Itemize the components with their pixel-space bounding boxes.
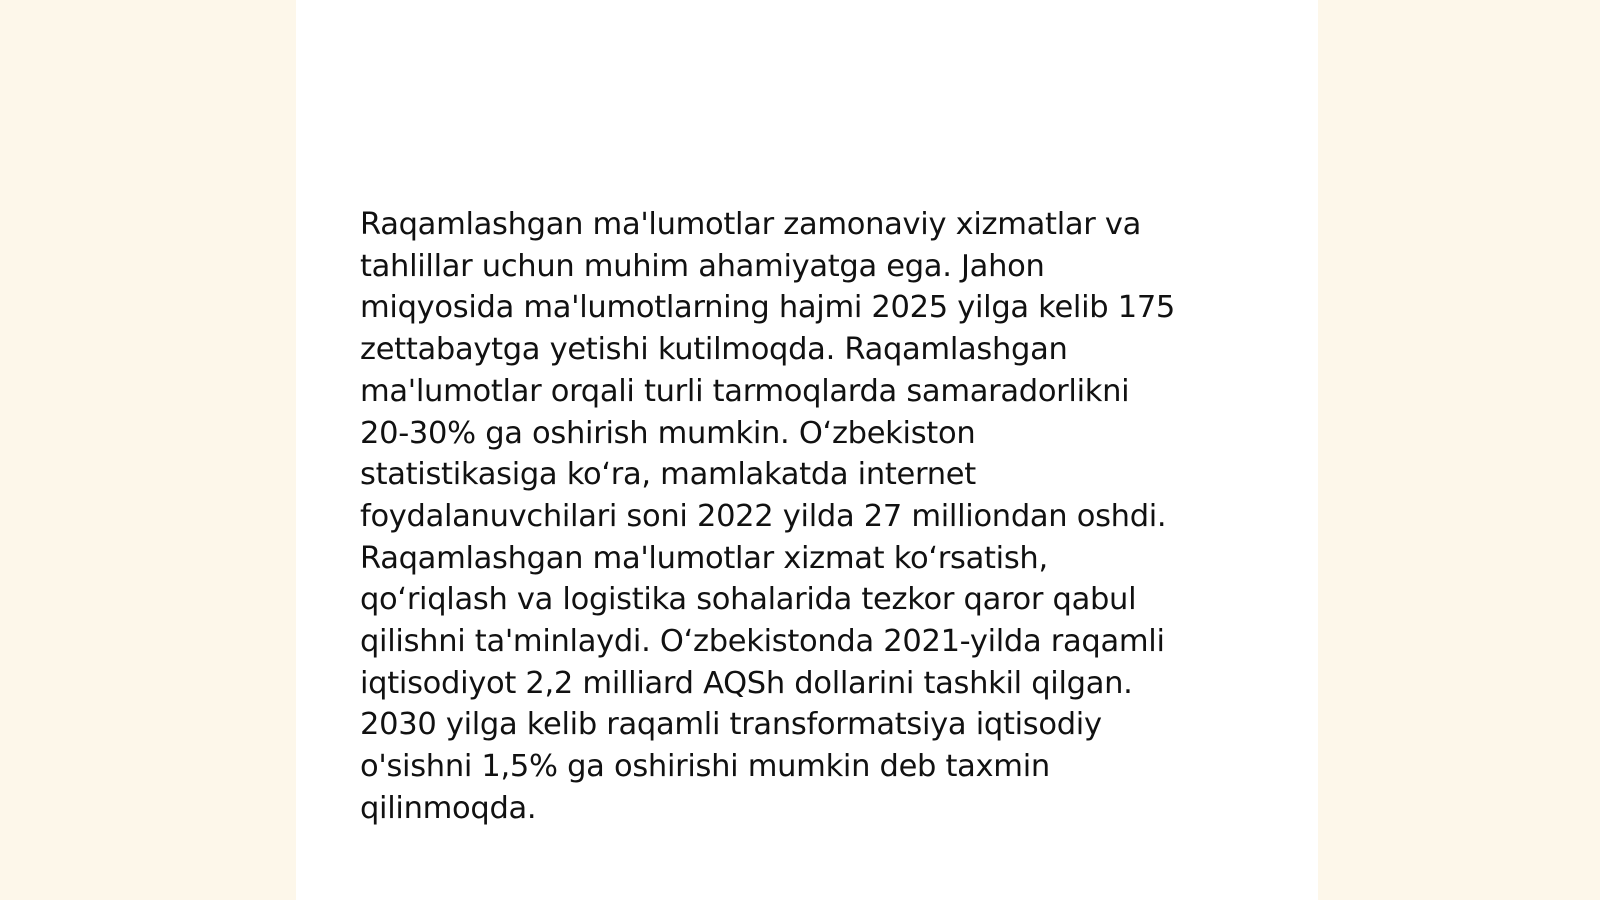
- paragraph-line: o'sishni 1,5% ga oshirishi mumkin deb taxmin: [360, 749, 1050, 785]
- paragraph-line: 2030 yilga kelib raqamli transformatsiya iqtisodiy: [360, 707, 1102, 743]
- paragraph-line: tahlillar uchun muhim ahamiyatga ega. Jahon: [360, 248, 1045, 284]
- paragraph-line: Raqamlashgan ma'lumotlar xizmat ko‘rsatish,: [360, 540, 1048, 576]
- body-paragraph: [360, 204, 1260, 830]
- paragraph-line: Raqamlashgan ma'lumotlar zamonaviy xizmatlar va: [360, 207, 1142, 242]
- paragraph-line: qilinmoqda.: [360, 790, 537, 826]
- paragraph-line: qo‘riqlash va logistika sohalarida tezkor qaror qabul: [360, 582, 1137, 618]
- paragraph-line: statistikasiga ko‘ra, mamlakatda internet: [360, 457, 976, 493]
- document-page: [296, 0, 1318, 900]
- paragraph-line: iqtisodiyot 2,2 milliard AQSh dollarini tashkil qilgan.: [360, 665, 1133, 701]
- paragraph-line: 20-30% ga oshirish mumkin. O‘zbekiston: [360, 415, 976, 451]
- paragraph-line: qilishni ta'minlaydi. O‘zbekistonda 2021-yilda raqamli: [360, 624, 1165, 660]
- paragraph-line: zettabaytga yetishi kutilmoqda. Raqamlashgan: [360, 332, 1068, 368]
- paragraph-line: ma'lumotlar orqali turli tarmoqlarda samaradorlikni: [360, 373, 1130, 409]
- paragraph-line: miqyosida ma'lumotlarning hajmi 2025 yilga kelib 175: [360, 290, 1176, 326]
- paragraph-line: foydalanuvchilari soni 2022 yilda 27 milliondan oshdi.: [360, 498, 1167, 534]
